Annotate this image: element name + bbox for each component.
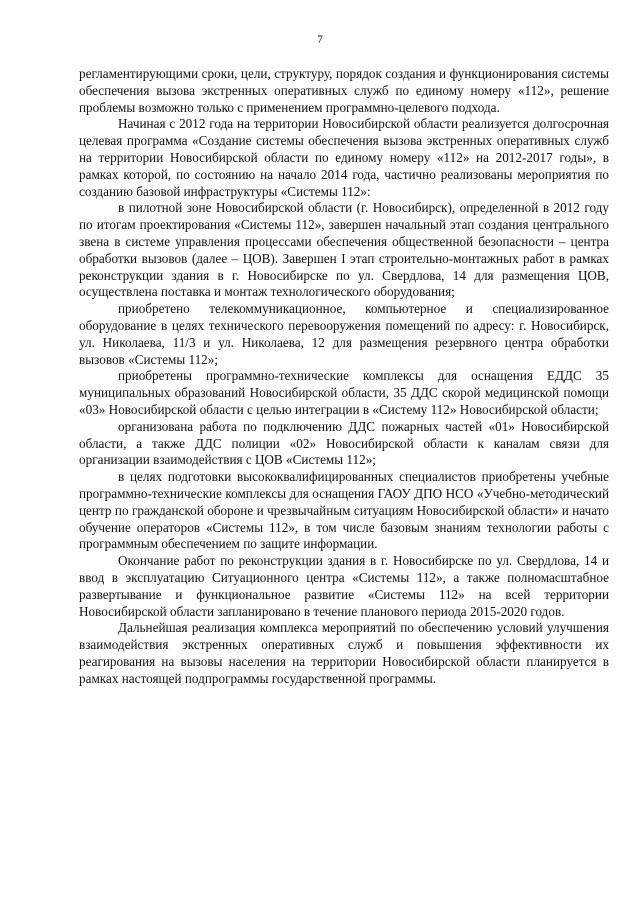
paragraph-software-complexes: приобретены программно-технические комплексы для оснащения ЕДДС 35 муниципальных образований Новосибирской области, 35 ДДС скорой медицинской помощи «03» Новосибирской области с целью интеграции в «Систему 112» Новосибирской области;: [79, 368, 609, 417]
document-body: [79, 66, 609, 687]
paragraph-program-intro: Начиная с 2012 года на территории Новосибирской области реализуется долгосрочная целевая программа «Создание системы обеспечения вызова экстренных оперативных служб на территории Новосибирской области по единому номеру «112» на 2012-2017 годы», в рамках которой, по состоянию на начало 2014 года, частично реализованы мероприятия по созданию базовой инфраструктуры «Системы 112»:: [79, 116, 609, 199]
paragraph-reconstruction-completion: Окончание работ по реконструкции здания в г. Новосибирске по ул. Свердлова, 14 и ввод в эксплуатацию Ситуационного центра «Системы 112», а также полномасштабное развертывание и функциональное развитие «Системы 112» на всей территории Новосибирской области запланировано в течение планового периода 2015-2020 годов.: [79, 553, 609, 619]
paragraph-dds-connection: организована работа по подключению ДДС пожарных частей «01» Новосибирской области, а также ДДС полиции «02» Новосибирской области к каналам связи для организации взаимодействия с ЦОВ «Системы 112»;: [79, 418, 609, 468]
page-number: 7: [317, 34, 323, 46]
paragraph-further-implementation: Дальнейшая реализация комплекса мероприятий по обеспечению условий улучшения взаимодействия экстренных оперативных служб и повышения эффективности их реагирования на вызовы населения на территории Новосибирской области планируется в рамках настоящей подпрограммы государственной программы.: [79, 620, 609, 686]
paragraph-pilot-zone: в пилотной зоне Новосибирской области (г. Новосибирск), определенной в 2012 году по итогам проектирования «Системы 112», завершен начальный этап создания центрального звена в системе управления процессами обеспечения общественной безопасности – центра обработки вызовов (далее – ЦОВ). Завершен I этап строительно-монтажных работ в рамках реконструкции здания в г. Новосибирске по ул. Свердлова, 14 для размещения ЦОВ, осуществлена поставка и монтаж технологического оборудования;: [79, 200, 609, 300]
paragraph-training: в целях подготовки высококвалифицированных специалистов приобретены учебные программно-технические комплексы для оснащения ГАОУ ДПО НСО «Учебно-методический центр по гражданской обороне и чрезвычайным ситуациям Новосибирской области» и начато обучение операторов «Системы 112», в том числе базовым знаниям технологии работы с программным обеспечением по защите информации.: [79, 469, 609, 552]
paragraph-equipment-purchase: приобретено телекоммуникационное, компьютерное и специализированное оборудование в целях технического перевооружения помещений по адресу: г. Новосибирск, ул. Николаева, 11/3 и ул. Николаева, 12 для размещения резервного центра обработки вызовов «Системы 112»;: [79, 301, 609, 367]
paragraph-continuation: регламентирующими сроки, цели, структуру, порядок создания и функционирования системы обеспечения вызова экстренных оперативных служб по единому номеру «112», решение проблемы возможно только с применением программно-целевого подхода.: [79, 66, 609, 115]
